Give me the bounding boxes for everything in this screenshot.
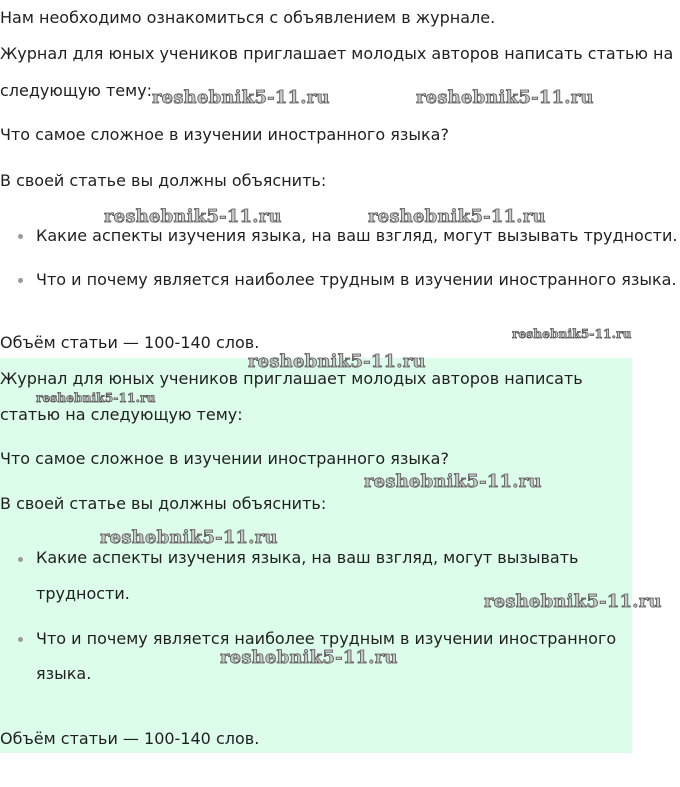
bullet-dot <box>18 557 23 562</box>
answer-question: Что самое сложное в изучении иностранного языка? <box>0 449 449 468</box>
watermark: reshebnik5-11.ru <box>248 351 426 372</box>
bullet-dot <box>18 278 23 283</box>
announcement-line-1: Журнал для юных учеников приглашает молодых авторов написать статью на <box>0 44 674 63</box>
answer-volume: Объём статьи — 100-140 слов. <box>0 729 260 748</box>
intro-text: Нам необходимо ознакомиться с объявлением в журнале. <box>0 8 496 27</box>
watermark: reshebnik5-11.ru <box>512 327 632 341</box>
watermark: reshebnik5-11.ru <box>364 471 542 492</box>
answer-line-2: статью на следующую тему: <box>0 405 243 424</box>
watermark: reshebnik5-11.ru <box>220 647 398 668</box>
bullet-item-1: Какие аспекты изучения языка, на ваш взгляд, могут вызывать трудности. <box>36 226 678 245</box>
answer-line-1: Журнал для юных учеников приглашает молодых авторов написать <box>0 369 583 388</box>
answer-explain: В своей статье вы должны объяснить: <box>0 494 327 513</box>
bullet-dot <box>18 637 23 642</box>
answer-bullet-1-line-2: трудности. <box>36 584 130 603</box>
watermark: reshebnik5-11.ru <box>484 591 662 612</box>
watermark: reshebnik5-11.ru <box>416 87 594 108</box>
watermark: reshebnik5-11.ru <box>104 206 282 227</box>
watermark: reshebnik5-11.ru <box>368 206 546 227</box>
volume-text: Объём статьи — 100-140 слов. <box>0 333 260 352</box>
bullet-item-2: Что и почему является наиболее трудным в изучении иностранного языка. <box>36 270 677 289</box>
topic-question: Что самое сложное в изучении иностранного языка? <box>0 125 449 144</box>
answer-bullet-2-line-1: Что и почему является наиболее трудным в изучении иностранного <box>36 629 617 648</box>
watermark: reshebnik5-11.ru <box>36 391 156 405</box>
bullet-dot <box>18 234 23 239</box>
watermark: reshebnik5-11.ru <box>152 87 330 108</box>
announcement-line-2: следующую тему: <box>0 81 153 100</box>
explain-heading: В своей статье вы должны объяснить: <box>0 171 327 190</box>
watermark: reshebnik5-11.ru <box>100 527 278 548</box>
answer-bullet-1-line-1: Какие аспекты изучения языка, на ваш взгляд, могут вызывать <box>36 548 579 567</box>
answer-bullet-2-line-2: языка. <box>36 664 92 683</box>
